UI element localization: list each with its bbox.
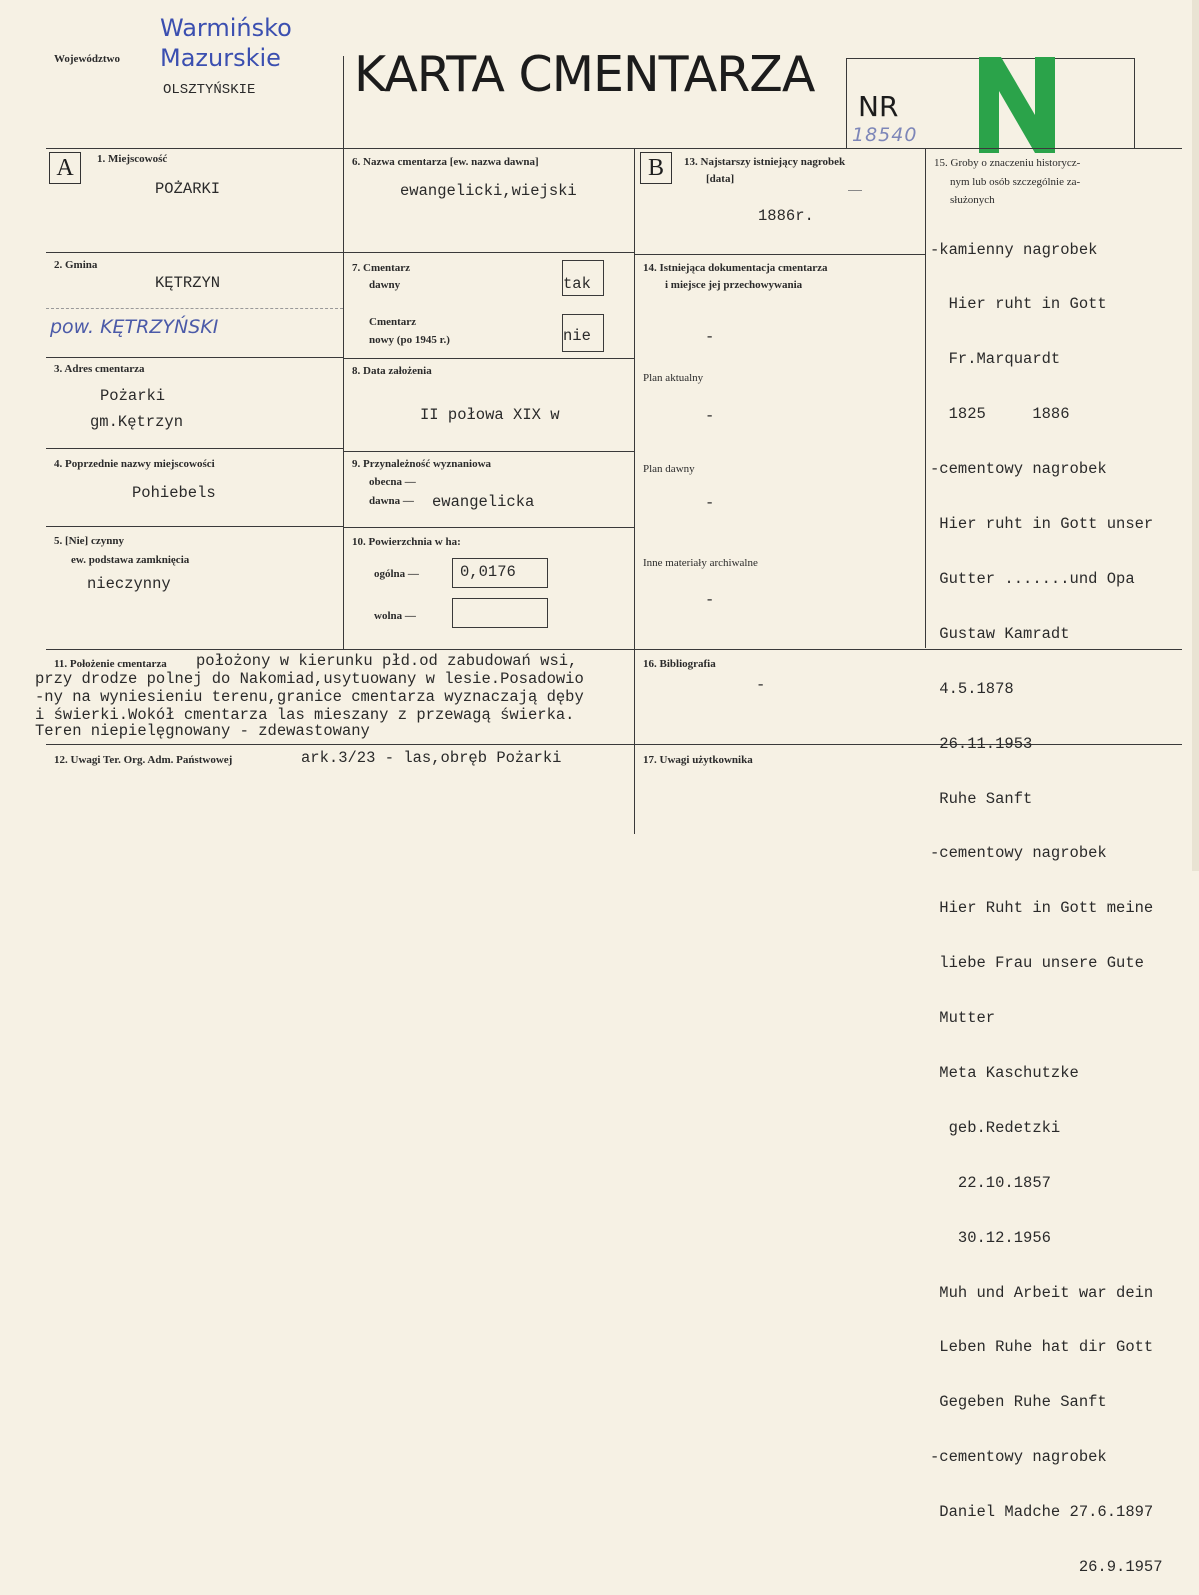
f1-label: 1. Miejscowość — [97, 153, 168, 165]
wojewodztwo-label: Województwo — [54, 53, 120, 65]
grave-line: -cementowy nagrobek — [930, 460, 1107, 479]
f2-handwritten: pow. KĘTRZYŃSKI — [50, 316, 219, 338]
voivodeship-stamp-line2: Mazurskie — [160, 44, 281, 72]
f6-value: ewangelicki,wiejski — [400, 182, 577, 200]
f11-label: 11. Położenie cmentarza — [54, 658, 167, 670]
header-divider-left — [343, 56, 344, 151]
plan-dawny-value: - — [705, 494, 715, 512]
row-line-b1 — [634, 254, 925, 255]
plan-dawny-label: Plan dawny — [643, 463, 695, 475]
f14-label-line2: i miejsce jej przechowywania — [665, 279, 803, 291]
grave-line: Daniel Madche 27.6.1897 — [930, 1503, 1154, 1522]
voivodeship-stamp-line1: Warmińsko — [160, 14, 292, 42]
grave-line: Gegeben Ruhe Sanft — [930, 1393, 1107, 1412]
f4-label: 4. Poprzednie nazwy miejscowości — [54, 458, 215, 470]
f5-label-line2: ew. podstawa zamknięcia — [71, 554, 190, 566]
f7-nowy-label-line2: nowy (po 1945 r.) — [369, 334, 450, 346]
grid-col1 — [343, 148, 344, 650]
f3-value-line2: gm.Kętrzyn — [90, 413, 184, 431]
f11-line2: przy drodze polnej do Nakomiad,usytuowany w lesie.Posadowio — [35, 670, 584, 688]
plan-aktualny-label: Plan aktualny — [643, 372, 704, 384]
grave-line: Gustaw Kamradt — [930, 624, 1070, 643]
f14-label-line1: 14. Istniejąca dokumentacja cmentarza — [643, 262, 828, 274]
f17-label: 17. Uwagi użytkownika — [643, 754, 753, 766]
f13-value: 1886r. — [758, 207, 814, 225]
voivodeship-typed: OLSZTYŃSKIE — [163, 82, 256, 98]
f10-ogolna-label: ogólna — — [374, 568, 419, 580]
f14-value: - — [705, 328, 715, 346]
row-line-a3 — [46, 448, 343, 449]
f7-dawny-value: tak — [563, 275, 591, 293]
row-line-a4 — [46, 526, 343, 527]
row-line-m3 — [343, 451, 634, 452]
nr-handwritten: 18540 — [852, 124, 918, 146]
page-title: KARTA CMENTARZA — [354, 46, 815, 103]
row-line-a2 — [46, 357, 343, 358]
grave-line: 22.10.1857 — [930, 1173, 1051, 1192]
f7-dawny-label: dawny — [369, 279, 401, 291]
f8-value: II połowa XIX w — [420, 406, 560, 424]
grave-line: -kamienny nagrobek — [930, 240, 1098, 259]
section-b-marker: B — [640, 152, 672, 184]
graves-list — [930, 204, 1190, 1595]
f9-obecna: obecna — — [369, 476, 416, 488]
grave-line: Hier ruht in Gott — [930, 295, 1107, 314]
nr-label: NR — [858, 90, 899, 123]
f8-label: 8. Data założenia — [352, 365, 432, 377]
f5-value: nieczynny — [87, 575, 171, 593]
f15-label-line1: 15. Groby o znaczeniu historycz- — [934, 157, 1081, 169]
f13-label-line2: [data] — [706, 173, 735, 185]
f16-label: 16. Bibliografia — [643, 658, 716, 670]
f9-dawna: dawna — — [369, 495, 414, 507]
f7-nowy-value: nie — [563, 327, 591, 345]
grid-col3 — [925, 148, 926, 648]
f4-value: Pohiebels — [132, 484, 216, 502]
f12-label: 12. Uwagi Ter. Org. Adm. Państwowej — [54, 754, 233, 766]
f11-line1: położony w kierunku płd.od zabudowań wsi, — [196, 652, 578, 670]
grave-line: Gutter .......und Opa — [930, 569, 1135, 588]
row-line-m2 — [343, 358, 634, 359]
grave-line: Meta Kaschutzke — [930, 1063, 1079, 1082]
grave-line: 26.9.1957 — [930, 1557, 1163, 1576]
f16-value: - — [756, 676, 766, 694]
inne-materialy-label: Inne materiały archiwalne — [643, 557, 758, 569]
plan-aktualny-value: - — [705, 407, 715, 425]
section-a-marker: A — [49, 152, 81, 184]
f12-value: ark.3/23 - las,obręb Pożarki — [301, 749, 562, 767]
row-line-a1 — [46, 252, 343, 253]
grave-line: Leben Ruhe hat dir Gott — [930, 1338, 1154, 1357]
f11-line5: Teren niepielęgnowany - zdewastowany — [35, 722, 370, 740]
grave-line: 30.12.1956 — [930, 1228, 1051, 1247]
f15-label-line3: służonych — [950, 194, 995, 206]
f10-wolna-box — [452, 598, 548, 628]
f2-label: 2. Gmina — [54, 259, 98, 271]
f10-label: 10. Powierzchnia w ha: — [352, 536, 461, 548]
f11-line3: -ny na wyniesieniu terenu,granice cmentarza wyznaczają dęby — [35, 688, 584, 706]
page-edge — [1192, 0, 1199, 871]
grave-line: Ruhe Sanft — [930, 789, 1033, 808]
grave-line: liebe Frau unsere Gute — [930, 954, 1144, 973]
grave-line: -cementowy nagrobek — [930, 844, 1107, 863]
f7-nowy-label-line1: Cmentarz — [369, 316, 417, 328]
grave-line: Hier Ruht in Gott meine — [930, 899, 1154, 918]
f7-label: 7. Cmentarz — [352, 262, 411, 274]
grid-col2 — [634, 148, 635, 834]
f11-line4: i świerki.Wokół cmentarza las mieszany z przewagą świerka. — [35, 706, 575, 724]
grave-line: 4.5.1878 — [930, 679, 1014, 698]
green-n-stamp — [977, 57, 1057, 153]
grave-line: geb.Redetzki — [930, 1118, 1061, 1137]
row-line-a2-sub — [46, 308, 343, 309]
grave-line: Muh und Arbeit war dein — [930, 1283, 1154, 1302]
f6-label: 6. Nazwa cmentarza [ew. nazwa dawna] — [352, 156, 539, 168]
f1-value: POŻARKI — [155, 180, 221, 198]
f15-label-line2: nym lub osób szczególnie za- — [950, 176, 1081, 188]
inne-materialy-value: - — [705, 591, 715, 609]
grave-line: Fr.Marquardt — [930, 350, 1061, 369]
f10-ogolna-value: 0,0176 — [460, 563, 516, 581]
row-line-m1 — [343, 252, 634, 253]
f5-label-line1: 5. [Nie] czynny — [54, 535, 124, 547]
grave-line: 1825 1886 — [930, 405, 1070, 424]
grave-line: Mutter — [930, 1009, 996, 1028]
nr-box-left — [846, 58, 847, 148]
grave-line: 26.11.1953 — [930, 734, 1033, 753]
f10-wolna-label: wolna — — [374, 610, 416, 622]
f13-dash — [848, 190, 862, 191]
f9-dawna-value: ewangelicka — [432, 493, 535, 511]
row-line-m4 — [343, 527, 634, 528]
f3-label: 3. Adres cmentarza — [54, 363, 145, 375]
nr-box-right — [1134, 58, 1135, 148]
f13-label-line1: 13. Najstarszy istniejący nagrobek — [684, 156, 846, 168]
grave-line: Hier ruht in Gott unser — [930, 515, 1154, 534]
f2-value: KĘTRZYN — [155, 274, 221, 292]
grid-top-line — [46, 148, 1182, 149]
f9-label: 9. Przynależność wyznaniowa — [352, 458, 492, 470]
grave-line: -cementowy nagrobek — [930, 1448, 1107, 1467]
f3-value-line1: Pożarki — [100, 387, 166, 405]
